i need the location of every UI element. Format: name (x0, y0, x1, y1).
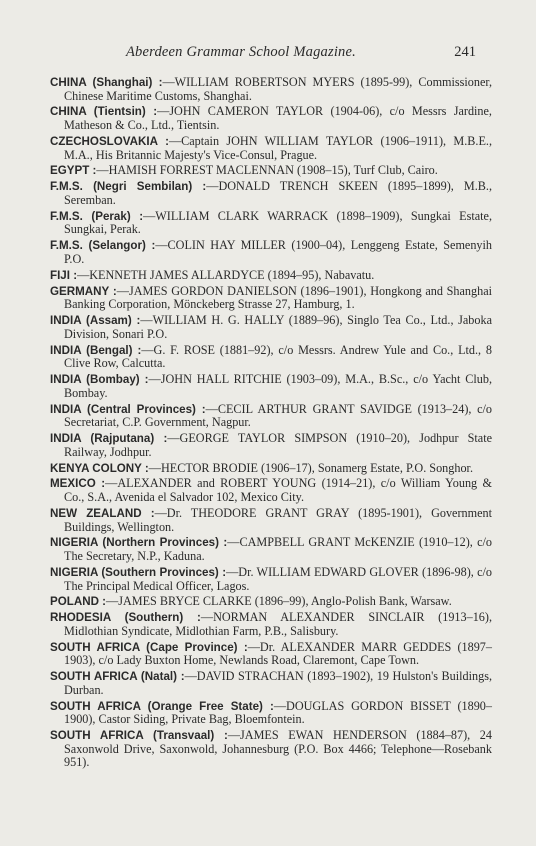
entry-text: —G. F. ROSE (1881–92), c/o Messrs. Andrew Yule and Co., Ltd., 8 Clive Row, Calcutta. (64, 342, 492, 371)
directory-entry (50, 432, 492, 459)
entry-text: —JOHN HALL RITCHIE (1903–09), M.A., B.Sc., c/o Yacht Club, Bombay. (64, 372, 492, 400)
entry-place: GERMANY : (50, 284, 117, 298)
entry-text: —Captain JOHN WILLIAM TAYLOR (1906–1911), M.B.E., M.A., His Britannic Majesty's Vice-Consul, Prague. (64, 133, 492, 162)
entry-text: —DONALD TRENCH SKEEN (1895–1899), M.B., Seremban. (64, 179, 492, 207)
directory-entry (50, 105, 492, 132)
entry-place: CZECHOSLOVAKIA : (50, 134, 169, 148)
entry-text: —Dr. THEODORE GRANT GRAY (1895-1901), Government Buildings, Wellington. (64, 505, 492, 534)
entry-place: INDIA (Central Provinces) : (50, 402, 206, 416)
directory-entry (50, 729, 492, 770)
entry-place: INDIA (Bengal) : (50, 343, 142, 357)
directory-entry (50, 536, 492, 563)
entry-place: MEXICO : (50, 477, 106, 491)
entry-place: F.M.S. (Perak) : (50, 209, 144, 223)
directory-entry (50, 566, 492, 593)
directory-entry (50, 135, 492, 162)
directory-entry (50, 76, 492, 103)
directory-entry (50, 403, 492, 430)
entry-place: F.M.S. (Selangor) : (50, 239, 156, 253)
entry-place: CHINA (Tientsin) : (50, 105, 158, 119)
entry-text: —KENNETH JAMES ALLARDYCE (1894–95), Nabavatu. (77, 267, 375, 282)
entry-place: FIJI : (50, 268, 78, 282)
entry-text: —JAMES GORDON DANIELSON (1896–1901), Hongkong and Shanghai Banking Corporation, Mönckeberg Strasse 27, Hamburg, 1. (64, 283, 492, 312)
entry-place: POLAND : (50, 595, 107, 609)
entry-text: —WILLIAM ROBERTSON MYERS (1895-99), Commissioner, Chinese Maritime Customs, Shanghai. (64, 75, 493, 103)
directory-entry (50, 239, 492, 266)
entry-text: —JAMES BRYCE CLARKE (1896–99), Anglo-Polish Bank, Warsaw. (106, 594, 452, 609)
entry-text: —DOUGLAS GORDON BISSET (1890–1900), Castor Siding, Private Bag, Bloemfontein. (64, 698, 492, 727)
running-title: Aberdeen Grammar School Magazine. (126, 44, 356, 60)
entry-text: —CECIL ARTHUR GRANT SAVIDGE (1913–24), c/o Secretariat, C.P. Government, Nagpur. (64, 401, 492, 430)
directory-entry (50, 595, 492, 609)
entry-text: —DAVID STRACHAN (1893–1902), 19 Hulston's Buildings, Durban. (64, 669, 493, 697)
entry-place: NIGERIA (Southern Provinces) : (50, 565, 227, 579)
entry-place: SOUTH AFRICA (Cape Province) : (50, 640, 248, 654)
entry-text: —COLIN HAY MILLER (1900–04), Lenggeng Estate, Semenyih P.O. (64, 238, 492, 266)
entry-text: —ALEXANDER and ROBERT YOUNG (1914–21), c/o William Young & Co., S.A., Avenida el Salvador 102, Mexico City. (64, 476, 492, 505)
entry-text: —Dr. WILLIAM EDWARD GLOVER (1896-98), c/o The Principal Medical Officer, Lagos. (64, 564, 492, 593)
directory-entry (50, 180, 492, 207)
directory-entry (50, 611, 492, 638)
entry-place: RHODESIA (Southern) : (50, 611, 201, 625)
entry-place: CHINA (Shanghai) : (50, 76, 163, 89)
entry-text: —NORMAN ALEXANDER SINCLAIR (1913–16), Midlothian Syndicate, Midlothian Farm, P.B., Salisbury. (64, 610, 492, 638)
directory-entry (50, 344, 492, 371)
directory-list (50, 76, 492, 770)
entry-place: KENYA COLONY : (50, 461, 149, 475)
entry-text: —Dr. ALEXANDER MARR GEDDES (1897–1903), c/o Lady Buxton Home, Newlands Road, Claremont, Cape Town. (64, 639, 492, 668)
entry-place: SOUTH AFRICA (Natal) : (50, 670, 185, 684)
directory-entry (50, 477, 492, 504)
entry-place: NEW ZEALAND : (50, 506, 155, 520)
directory-entry (50, 210, 492, 237)
entry-place: INDIA (Assam) : (50, 314, 141, 328)
directory-entry (50, 507, 492, 534)
page-header (50, 44, 492, 66)
entry-text: —WILLIAM CLARK WARRACK (1898–1909), Sungkai Estate, Sungkai, Perak. (64, 208, 492, 237)
entry-text: —GEORGE TAYLOR SIMPSON (1910–20), Jodhpur State Railway, Jodhpur. (64, 431, 492, 459)
directory-entry (50, 641, 492, 668)
page-number: 241 (454, 44, 476, 60)
directory-entry (50, 373, 492, 400)
entry-place: F.M.S. (Negri Sembilan) : (50, 180, 207, 194)
entry-place: SOUTH AFRICA (Transvaal) : (50, 729, 228, 743)
entry-text: —CAMPBELL GRANT McKENZIE (1910–12), c/o The Secretary, N.P., Kaduna. (64, 535, 492, 564)
entry-place: NIGERIA (Northern Provinces) : (50, 536, 228, 550)
directory-entry (50, 269, 492, 283)
entry-place: EGYPT : (50, 164, 97, 178)
directory-entry (50, 314, 492, 341)
entry-text: —HAMISH FORREST MACLENNAN (1908–15), Turf Club, Cairo. (96, 163, 438, 178)
entry-place: INDIA (Rajputana) : (50, 432, 168, 446)
entry-text: —WILLIAM H. G. HALLY (1889–96), Singlo Tea Co., Ltd., Jaboka Division, Sonari P.O. (64, 313, 492, 341)
entry-place: INDIA (Bombay) : (50, 373, 149, 387)
directory-entry (50, 700, 492, 727)
directory-entry (50, 670, 492, 697)
entry-text: —JAMES EWAN HENDERSON (1884–87), 24 Saxonwold Drive, Saxonwold, Johannesburg (P.O. Box 4466; Telephone—Rosebank 951). (64, 728, 492, 770)
entry-text: —JOHN CAMERON TAYLOR (1904-06), c/o Messrs Jardine, Matheson & Co., Ltd., Tientsin. (64, 104, 492, 133)
directory-entry (50, 462, 492, 476)
directory-entry (50, 285, 492, 312)
entry-text: —HECTOR BRODIE (1906–17), Sonamerg Estate, P.O. Songhor. (148, 460, 473, 475)
directory-entry (50, 164, 492, 178)
entry-place: SOUTH AFRICA (Orange Free State) : (50, 699, 274, 713)
